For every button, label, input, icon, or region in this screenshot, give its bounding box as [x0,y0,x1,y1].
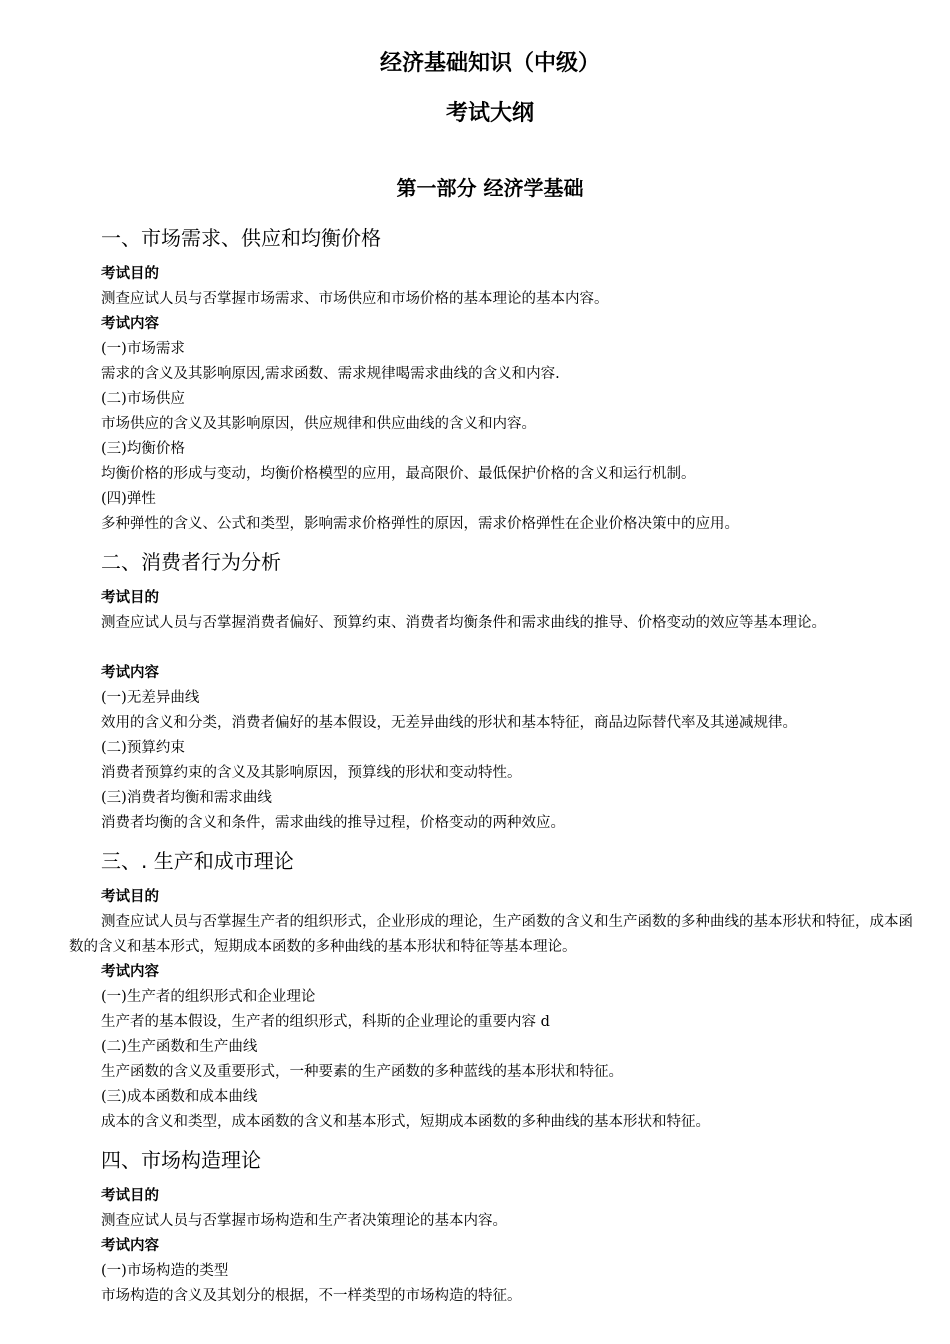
part-title: 第一部分 经济学基础 [396,176,584,200]
item-title: (一)市场构造的类型 [101,1263,229,1279]
item-text: 需求的含义及其影响原因,需求函数、需求规律喝需求曲线的含义和内容. [101,366,560,382]
objective-label: 考试目的 [101,889,159,905]
item-title: (三)消费者均衡和需求曲线 [101,790,272,806]
document-subtitle: 考试大纲 [445,101,534,126]
item-title: (一)生产者的组织形式和企业理论 [101,989,316,1005]
item-text: 生产者的基本假设，生产者的组织形式，科斯的企业理论的重要内容 d [101,1014,550,1030]
item-text: 效用的含义和分类，消费者偏好的基本假设，无差异曲线的形状和基本特征，商品边际替代率及其递减规律。 [101,715,797,731]
item-title: (二)市场供应 [101,391,185,407]
item-title: (三)成本函数和成本曲线 [101,1089,258,1105]
item-title: (二)预算约束 [101,740,185,756]
item-title: (二)生产函数和生产曲线 [101,1039,258,1055]
item-text: 市场供应的含义及其影响原因，供应规律和供应曲线的含义和内容。 [101,416,536,432]
item-text: 市场构造的含义及其划分的根据，不一样类型的市场构造的特征。 [101,1288,522,1304]
item-title: (三)均衡价格 [101,441,185,457]
document-title: 经济基础知识（中级） [379,51,600,76]
content-label: 考试内容 [101,665,159,681]
item-text: 消费者均衡的含义和条件，需求曲线的推导过程，价格变动的两种效应。 [101,815,565,831]
item-title: (四)弹性 [101,491,156,507]
objective-text: 测查应试人员与否掌握市场需求、市场供应和市场价格的基本理论的基本内容。 [101,291,609,307]
section-heading: 一、市场需求、供应和均衡价格 [101,226,381,250]
item-text: 多种弹性的含义、公式和类型，影响需求价格弹性的原因，需求价格弹性在企业价格决策中的应用。 [101,516,739,532]
content-label: 考试内容 [101,316,159,332]
objective-label: 考试目的 [101,266,159,282]
item-title: (一)无差异曲线 [101,690,200,706]
section-heading: 四、市场构造理论 [101,1148,261,1172]
objective-text: 测查应试人员与否掌握市场构造和生产者决策理论的基本内容。 [101,1213,507,1229]
item-text: 消费者预算约束的含义及其影响原因，预算线的形状和变动特性。 [101,765,522,781]
section-heading: 三、. 生产和成市理论 [101,849,294,873]
item-text: 生产函数的含义及重要形式，一种要素的生产函数的多种蓝线的基本形状和特征。 [101,1064,623,1080]
content-label: 考试内容 [101,964,159,980]
objective-label: 考试目的 [101,1188,159,1204]
section-heading: 二、消费者行为分析 [101,550,281,574]
objective-text: 测查应试人员与否掌握消费者偏好、预算约束、消费者均衡条件和需求曲线的推导、价格变动的效应等基本理论。 [101,615,826,631]
item-text: 均衡价格的形成与变动，均衡价格模型的应用，最高限价、最低保护价格的含义和运行机制。 [101,466,696,482]
objective-label: 考试目的 [101,590,159,606]
item-text: 成本的含义和类型，成本函数的含义和基本形式，短期成本函数的多种曲线的基本形状和特征。 [101,1114,710,1130]
objective-text: 测查应试人员与否掌握生产者的组织形式，企业形成的理论，生产函数的含义和生产函数的多种曲线的基本形状和特征，成本函数的含义和基本形式，短期成本函数的多种曲线的基本形状和特征等基本理论。 [69,914,913,955]
content-label: 考试内容 [101,1238,159,1254]
item-title: (一)市场需求 [101,341,185,357]
